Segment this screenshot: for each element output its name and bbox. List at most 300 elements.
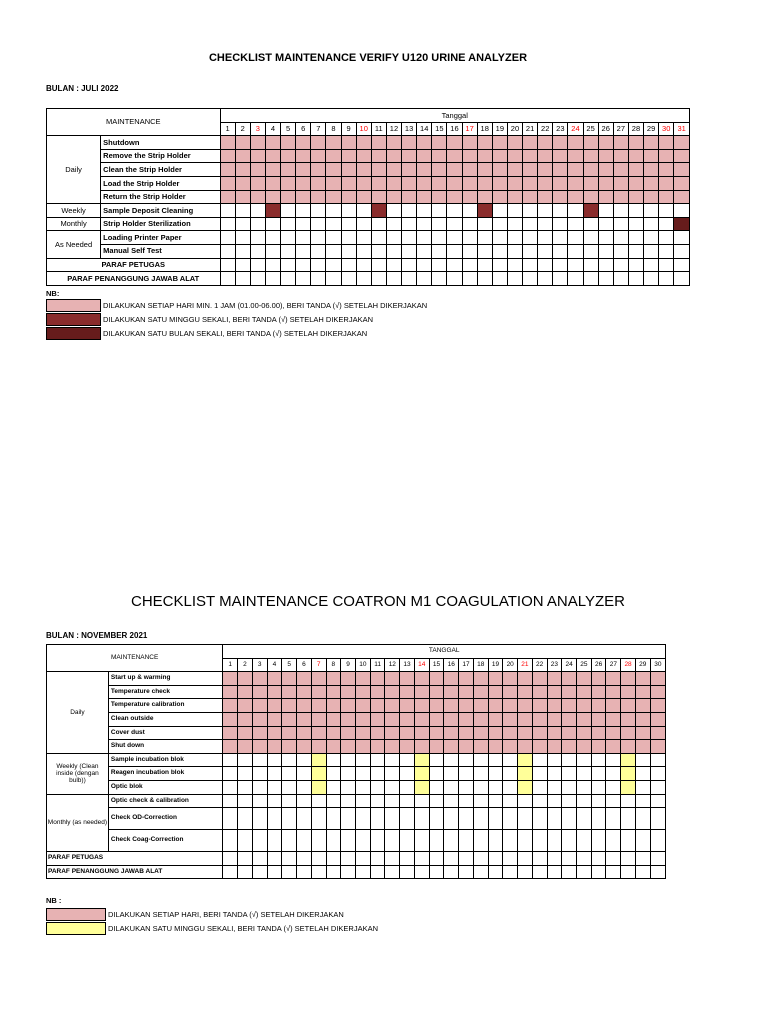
check-cell[interactable] xyxy=(606,830,621,852)
check-cell[interactable] xyxy=(628,231,643,245)
check-cell[interactable] xyxy=(282,740,297,754)
check-cell[interactable] xyxy=(488,767,503,781)
check-cell[interactable] xyxy=(355,767,370,781)
check-cell[interactable] xyxy=(473,808,488,830)
check-cell[interactable] xyxy=(326,163,341,177)
check-cell[interactable] xyxy=(223,767,238,781)
check-cell[interactable] xyxy=(650,712,665,726)
check-cell[interactable] xyxy=(503,740,518,754)
signature-cell[interactable] xyxy=(326,865,341,879)
check-cell[interactable] xyxy=(503,794,518,808)
check-cell[interactable] xyxy=(220,190,235,204)
check-cell[interactable] xyxy=(429,753,444,767)
check-cell[interactable] xyxy=(532,780,547,794)
signature-cell[interactable] xyxy=(598,258,613,272)
check-cell[interactable] xyxy=(538,136,553,150)
check-cell[interactable] xyxy=(532,794,547,808)
check-cell[interactable] xyxy=(613,190,628,204)
signature-cell[interactable] xyxy=(462,258,477,272)
check-cell[interactable] xyxy=(235,136,250,150)
signature-cell[interactable] xyxy=(650,852,665,866)
check-cell[interactable] xyxy=(311,204,326,218)
check-cell[interactable] xyxy=(402,231,417,245)
check-cell[interactable] xyxy=(267,740,282,754)
check-cell[interactable] xyxy=(598,149,613,163)
check-cell[interactable] xyxy=(238,808,253,830)
check-cell[interactable] xyxy=(417,231,432,245)
check-cell[interactable] xyxy=(447,217,462,231)
check-cell[interactable] xyxy=(462,231,477,245)
check-cell[interactable] xyxy=(267,767,282,781)
check-cell[interactable] xyxy=(562,830,577,852)
check-cell[interactable] xyxy=(518,726,533,740)
check-cell[interactable] xyxy=(507,136,522,150)
check-cell[interactable] xyxy=(447,149,462,163)
check-cell[interactable] xyxy=(562,753,577,767)
signature-cell[interactable] xyxy=(447,272,462,286)
check-cell[interactable] xyxy=(341,767,356,781)
check-cell[interactable] xyxy=(311,699,326,713)
check-cell[interactable] xyxy=(311,217,326,231)
check-cell[interactable] xyxy=(635,808,650,830)
check-cell[interactable] xyxy=(297,740,312,754)
signature-cell[interactable] xyxy=(598,272,613,286)
check-cell[interactable] xyxy=(591,740,606,754)
check-cell[interactable] xyxy=(576,830,591,852)
signature-cell[interactable] xyxy=(650,865,665,879)
check-cell[interactable] xyxy=(492,149,507,163)
check-cell[interactable] xyxy=(250,190,265,204)
check-cell[interactable] xyxy=(341,780,356,794)
check-cell[interactable] xyxy=(523,163,538,177)
check-cell[interactable] xyxy=(477,149,492,163)
check-cell[interactable] xyxy=(659,176,674,190)
check-cell[interactable] xyxy=(650,767,665,781)
check-cell[interactable] xyxy=(488,808,503,830)
signature-cell[interactable] xyxy=(462,272,477,286)
check-cell[interactable] xyxy=(385,780,400,794)
check-cell[interactable] xyxy=(250,163,265,177)
check-cell[interactable] xyxy=(635,780,650,794)
check-cell[interactable] xyxy=(518,808,533,830)
check-cell[interactable] xyxy=(477,136,492,150)
check-cell[interactable] xyxy=(547,699,562,713)
signature-cell[interactable] xyxy=(429,852,444,866)
check-cell[interactable] xyxy=(606,685,621,699)
check-cell[interactable] xyxy=(473,672,488,686)
check-cell[interactable] xyxy=(591,780,606,794)
check-cell[interactable] xyxy=(370,726,385,740)
check-cell[interactable] xyxy=(326,685,341,699)
check-cell[interactable] xyxy=(281,149,296,163)
check-cell[interactable] xyxy=(553,217,568,231)
check-cell[interactable] xyxy=(503,830,518,852)
check-cell[interactable] xyxy=(386,136,401,150)
signature-cell[interactable] xyxy=(568,272,583,286)
check-cell[interactable] xyxy=(386,231,401,245)
check-cell[interactable] xyxy=(598,176,613,190)
check-cell[interactable] xyxy=(400,753,415,767)
check-cell[interactable] xyxy=(370,808,385,830)
check-cell[interactable] xyxy=(220,231,235,245)
signature-cell[interactable] xyxy=(613,258,628,272)
check-cell[interactable] xyxy=(583,136,598,150)
check-cell[interactable] xyxy=(265,217,280,231)
check-cell[interactable] xyxy=(252,767,267,781)
check-cell[interactable] xyxy=(370,794,385,808)
check-cell[interactable] xyxy=(414,685,429,699)
check-cell[interactable] xyxy=(220,217,235,231)
check-cell[interactable] xyxy=(417,136,432,150)
check-cell[interactable] xyxy=(355,699,370,713)
signature-cell[interactable] xyxy=(326,272,341,286)
check-cell[interactable] xyxy=(532,808,547,830)
check-cell[interactable] xyxy=(547,712,562,726)
check-cell[interactable] xyxy=(429,794,444,808)
check-cell[interactable] xyxy=(223,699,238,713)
check-cell[interactable] xyxy=(503,726,518,740)
signature-cell[interactable] xyxy=(568,258,583,272)
check-cell[interactable] xyxy=(598,231,613,245)
signature-cell[interactable] xyxy=(659,272,674,286)
check-cell[interactable] xyxy=(250,231,265,245)
check-cell[interactable] xyxy=(644,217,659,231)
check-cell[interactable] xyxy=(598,190,613,204)
check-cell[interactable] xyxy=(503,672,518,686)
signature-cell[interactable] xyxy=(628,258,643,272)
check-cell[interactable] xyxy=(297,699,312,713)
check-cell[interactable] xyxy=(341,231,356,245)
check-cell[interactable] xyxy=(265,136,280,150)
check-cell[interactable] xyxy=(591,794,606,808)
check-cell[interactable] xyxy=(518,794,533,808)
check-cell[interactable] xyxy=(281,176,296,190)
check-cell[interactable] xyxy=(444,794,459,808)
check-cell[interactable] xyxy=(402,204,417,218)
signature-cell[interactable] xyxy=(341,258,356,272)
signature-cell[interactable] xyxy=(576,852,591,866)
signature-cell[interactable] xyxy=(265,258,280,272)
check-cell[interactable] xyxy=(235,204,250,218)
check-cell[interactable] xyxy=(385,794,400,808)
check-cell[interactable] xyxy=(297,830,312,852)
check-cell[interactable] xyxy=(635,753,650,767)
check-cell[interactable] xyxy=(267,753,282,767)
check-cell[interactable] xyxy=(523,149,538,163)
check-cell[interactable] xyxy=(613,244,628,258)
check-cell[interactable] xyxy=(598,217,613,231)
check-cell[interactable] xyxy=(223,780,238,794)
check-cell[interactable] xyxy=(414,726,429,740)
signature-cell[interactable] xyxy=(371,272,386,286)
check-cell[interactable] xyxy=(341,149,356,163)
check-cell[interactable] xyxy=(281,244,296,258)
check-cell[interactable] xyxy=(459,780,474,794)
check-cell[interactable] xyxy=(252,712,267,726)
check-cell[interactable] xyxy=(635,830,650,852)
check-cell[interactable] xyxy=(523,176,538,190)
signature-cell[interactable] xyxy=(576,865,591,879)
check-cell[interactable] xyxy=(432,176,447,190)
check-cell[interactable] xyxy=(341,685,356,699)
check-cell[interactable] xyxy=(400,726,415,740)
signature-cell[interactable] xyxy=(562,865,577,879)
check-cell[interactable] xyxy=(598,204,613,218)
check-cell[interactable] xyxy=(356,217,371,231)
check-cell[interactable] xyxy=(628,204,643,218)
signature-cell[interactable] xyxy=(659,258,674,272)
check-cell[interactable] xyxy=(447,231,462,245)
signature-cell[interactable] xyxy=(547,865,562,879)
check-cell[interactable] xyxy=(356,163,371,177)
check-cell[interactable] xyxy=(223,740,238,754)
check-cell[interactable] xyxy=(674,217,690,231)
check-cell[interactable] xyxy=(311,726,326,740)
check-cell[interactable] xyxy=(473,726,488,740)
check-cell[interactable] xyxy=(459,712,474,726)
check-cell[interactable] xyxy=(488,794,503,808)
signature-cell[interactable] xyxy=(488,865,503,879)
check-cell[interactable] xyxy=(532,685,547,699)
check-cell[interactable] xyxy=(583,231,598,245)
check-cell[interactable] xyxy=(444,808,459,830)
check-cell[interactable] xyxy=(311,767,326,781)
signature-cell[interactable] xyxy=(492,272,507,286)
signature-cell[interactable] xyxy=(507,272,522,286)
check-cell[interactable] xyxy=(606,753,621,767)
check-cell[interactable] xyxy=(355,808,370,830)
check-cell[interactable] xyxy=(402,176,417,190)
signature-cell[interactable] xyxy=(296,258,311,272)
check-cell[interactable] xyxy=(591,685,606,699)
check-cell[interactable] xyxy=(568,149,583,163)
check-cell[interactable] xyxy=(385,808,400,830)
check-cell[interactable] xyxy=(297,808,312,830)
check-cell[interactable] xyxy=(297,753,312,767)
signature-cell[interactable] xyxy=(385,852,400,866)
check-cell[interactable] xyxy=(265,163,280,177)
check-cell[interactable] xyxy=(583,176,598,190)
signature-cell[interactable] xyxy=(311,852,326,866)
check-cell[interactable] xyxy=(282,830,297,852)
check-cell[interactable] xyxy=(503,712,518,726)
signature-cell[interactable] xyxy=(370,852,385,866)
check-cell[interactable] xyxy=(547,672,562,686)
signature-cell[interactable] xyxy=(220,272,235,286)
signature-cell[interactable] xyxy=(477,258,492,272)
check-cell[interactable] xyxy=(432,190,447,204)
check-cell[interactable] xyxy=(459,699,474,713)
signature-cell[interactable] xyxy=(507,258,522,272)
check-cell[interactable] xyxy=(296,163,311,177)
check-cell[interactable] xyxy=(538,163,553,177)
check-cell[interactable] xyxy=(606,780,621,794)
check-cell[interactable] xyxy=(281,204,296,218)
signature-cell[interactable] xyxy=(341,852,356,866)
check-cell[interactable] xyxy=(532,767,547,781)
check-cell[interactable] xyxy=(459,753,474,767)
check-cell[interactable] xyxy=(385,726,400,740)
signature-cell[interactable] xyxy=(355,865,370,879)
check-cell[interactable] xyxy=(444,726,459,740)
check-cell[interactable] xyxy=(281,163,296,177)
check-cell[interactable] xyxy=(462,217,477,231)
check-cell[interactable] xyxy=(220,149,235,163)
check-cell[interactable] xyxy=(432,136,447,150)
signature-cell[interactable] xyxy=(282,852,297,866)
check-cell[interactable] xyxy=(462,163,477,177)
check-cell[interactable] xyxy=(644,204,659,218)
check-cell[interactable] xyxy=(238,685,253,699)
signature-cell[interactable] xyxy=(473,852,488,866)
check-cell[interactable] xyxy=(492,136,507,150)
check-cell[interactable] xyxy=(606,767,621,781)
check-cell[interactable] xyxy=(576,699,591,713)
check-cell[interactable] xyxy=(265,204,280,218)
check-cell[interactable] xyxy=(385,672,400,686)
signature-cell[interactable] xyxy=(400,852,415,866)
check-cell[interactable] xyxy=(385,740,400,754)
check-cell[interactable] xyxy=(507,217,522,231)
check-cell[interactable] xyxy=(447,204,462,218)
check-cell[interactable] xyxy=(265,244,280,258)
signature-cell[interactable] xyxy=(606,865,621,879)
signature-cell[interactable] xyxy=(220,258,235,272)
check-cell[interactable] xyxy=(583,244,598,258)
check-cell[interactable] xyxy=(311,672,326,686)
check-cell[interactable] xyxy=(606,740,621,754)
check-cell[interactable] xyxy=(296,136,311,150)
signature-cell[interactable] xyxy=(553,258,568,272)
check-cell[interactable] xyxy=(488,685,503,699)
check-cell[interactable] xyxy=(326,699,341,713)
check-cell[interactable] xyxy=(238,767,253,781)
check-cell[interactable] xyxy=(282,685,297,699)
check-cell[interactable] xyxy=(492,176,507,190)
check-cell[interactable] xyxy=(518,712,533,726)
check-cell[interactable] xyxy=(553,149,568,163)
check-cell[interactable] xyxy=(473,685,488,699)
check-cell[interactable] xyxy=(650,699,665,713)
signature-cell[interactable] xyxy=(311,272,326,286)
check-cell[interactable] xyxy=(444,767,459,781)
check-cell[interactable] xyxy=(341,163,356,177)
check-cell[interactable] xyxy=(650,794,665,808)
check-cell[interactable] xyxy=(238,753,253,767)
check-cell[interactable] xyxy=(223,685,238,699)
signature-cell[interactable] xyxy=(250,258,265,272)
check-cell[interactable] xyxy=(341,190,356,204)
check-cell[interactable] xyxy=(562,780,577,794)
check-cell[interactable] xyxy=(583,190,598,204)
check-cell[interactable] xyxy=(386,163,401,177)
check-cell[interactable] xyxy=(473,794,488,808)
check-cell[interactable] xyxy=(444,685,459,699)
check-cell[interactable] xyxy=(576,712,591,726)
check-cell[interactable] xyxy=(341,830,356,852)
signature-cell[interactable] xyxy=(674,258,690,272)
check-cell[interactable] xyxy=(250,149,265,163)
check-cell[interactable] xyxy=(252,740,267,754)
check-cell[interactable] xyxy=(459,685,474,699)
check-cell[interactable] xyxy=(547,808,562,830)
check-cell[interactable] xyxy=(553,190,568,204)
check-cell[interactable] xyxy=(370,780,385,794)
check-cell[interactable] xyxy=(355,780,370,794)
check-cell[interactable] xyxy=(462,136,477,150)
check-cell[interactable] xyxy=(296,190,311,204)
check-cell[interactable] xyxy=(659,231,674,245)
check-cell[interactable] xyxy=(674,149,690,163)
check-cell[interactable] xyxy=(473,699,488,713)
check-cell[interactable] xyxy=(282,699,297,713)
check-cell[interactable] xyxy=(414,672,429,686)
check-cell[interactable] xyxy=(507,231,522,245)
check-cell[interactable] xyxy=(341,244,356,258)
signature-cell[interactable] xyxy=(252,852,267,866)
signature-cell[interactable] xyxy=(459,865,474,879)
check-cell[interactable] xyxy=(444,712,459,726)
check-cell[interactable] xyxy=(386,204,401,218)
check-cell[interactable] xyxy=(341,740,356,754)
signature-cell[interactable] xyxy=(402,272,417,286)
check-cell[interactable] xyxy=(568,244,583,258)
check-cell[interactable] xyxy=(650,726,665,740)
check-cell[interactable] xyxy=(591,808,606,830)
check-cell[interactable] xyxy=(444,780,459,794)
check-cell[interactable] xyxy=(432,149,447,163)
check-cell[interactable] xyxy=(220,163,235,177)
check-cell[interactable] xyxy=(473,830,488,852)
check-cell[interactable] xyxy=(267,726,282,740)
check-cell[interactable] xyxy=(568,163,583,177)
check-cell[interactable] xyxy=(341,808,356,830)
check-cell[interactable] xyxy=(613,136,628,150)
check-cell[interactable] xyxy=(591,672,606,686)
check-cell[interactable] xyxy=(659,204,674,218)
check-cell[interactable] xyxy=(370,740,385,754)
check-cell[interactable] xyxy=(532,699,547,713)
check-cell[interactable] xyxy=(311,176,326,190)
signature-cell[interactable] xyxy=(326,258,341,272)
signature-cell[interactable] xyxy=(477,272,492,286)
check-cell[interactable] xyxy=(628,163,643,177)
check-cell[interactable] xyxy=(235,190,250,204)
check-cell[interactable] xyxy=(562,726,577,740)
check-cell[interactable] xyxy=(613,149,628,163)
check-cell[interactable] xyxy=(281,190,296,204)
check-cell[interactable] xyxy=(370,685,385,699)
check-cell[interactable] xyxy=(598,163,613,177)
signature-cell[interactable] xyxy=(341,865,356,879)
check-cell[interactable] xyxy=(674,244,690,258)
signature-cell[interactable] xyxy=(538,272,553,286)
check-cell[interactable] xyxy=(538,204,553,218)
check-cell[interactable] xyxy=(621,780,636,794)
check-cell[interactable] xyxy=(267,699,282,713)
check-cell[interactable] xyxy=(503,685,518,699)
check-cell[interactable] xyxy=(621,699,636,713)
check-cell[interactable] xyxy=(267,808,282,830)
check-cell[interactable] xyxy=(385,753,400,767)
check-cell[interactable] xyxy=(583,163,598,177)
signature-cell[interactable] xyxy=(356,258,371,272)
check-cell[interactable] xyxy=(473,712,488,726)
check-cell[interactable] xyxy=(635,794,650,808)
check-cell[interactable] xyxy=(417,149,432,163)
check-cell[interactable] xyxy=(492,244,507,258)
check-cell[interactable] xyxy=(417,176,432,190)
